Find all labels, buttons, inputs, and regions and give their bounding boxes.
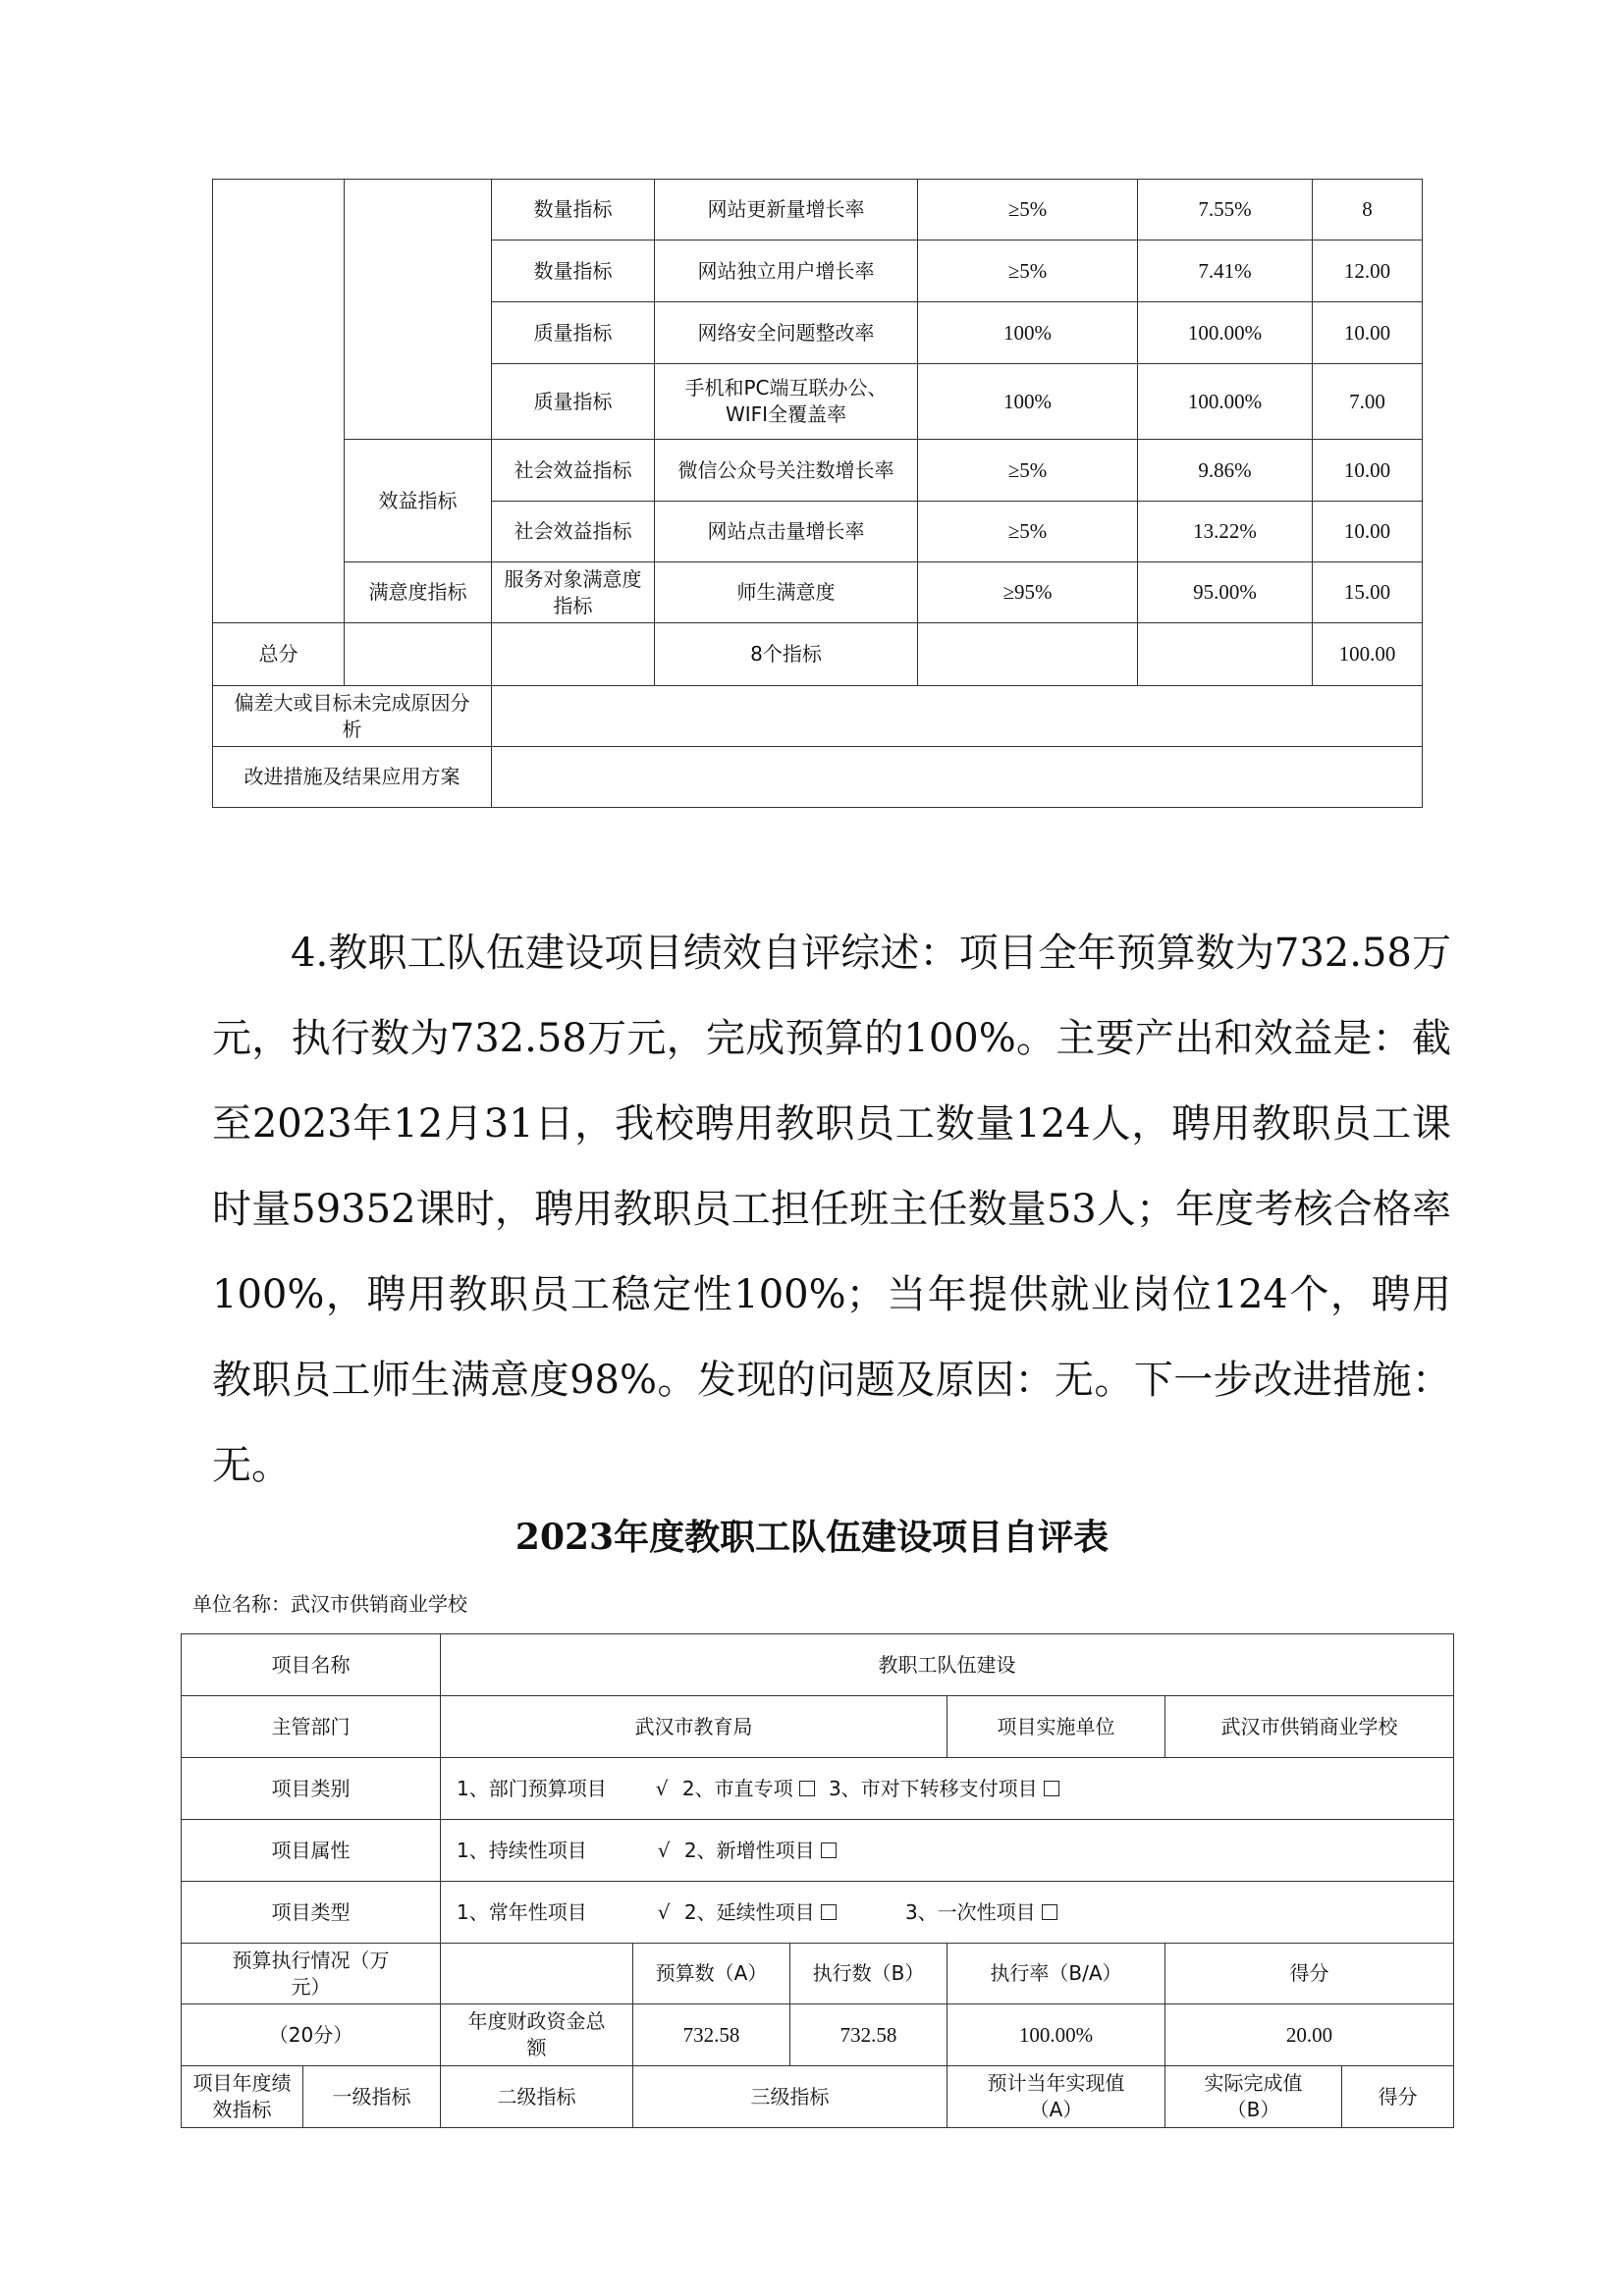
level1-header: 一级指标 [303,2066,441,2128]
actual-value-header: 实际完成值（B） [1165,2066,1342,2128]
dept-value: 武汉市教育局 [441,1696,947,1758]
score-value: 10.00 [1313,302,1423,364]
checkbox-icon [1044,1781,1059,1796]
total-count: 8个指标 [655,623,918,686]
type-label: 项目类型 [182,1882,441,1944]
rate-value: 100.00% [947,2004,1165,2066]
category-label: 项目类别 [182,1758,441,1820]
score-value: 10.00 [1313,440,1423,502]
check-mark-icon: √ [657,1899,671,1924]
fund-total-label: 年度财政资金总额 [441,2004,633,2066]
improvement-label: 改进措施及结果应用方案 [213,747,492,808]
indicator-type: 质量指标 [492,302,655,364]
score-value: 8 [1313,180,1423,240]
benefit-indicator-label: 效益指标 [345,440,492,562]
blank-cell [213,180,345,623]
blank-cell [918,623,1138,686]
target-value: 100% [918,364,1138,440]
attribute-options [441,1820,1454,1882]
impl-unit-value: 武汉市供销商业学校 [1165,1696,1454,1758]
score-header: 得分 [1342,2066,1454,2128]
satisfaction-indicator-label: 满意度指标 [345,562,492,623]
check-mark-icon: √ [655,1776,669,1800]
indicator-item: 网站独立用户增长率 [655,240,918,302]
expected-value-header: 预计当年实现值（A） [947,2066,1165,2128]
actual-value: 95.00% [1138,562,1313,623]
blank-cell [441,1944,633,2004]
target-value: ≥5% [918,440,1138,502]
indicator-item: 微信公众号关注数增长率 [655,440,918,502]
actual-value: 100.00% [1138,364,1313,440]
indicator-item: 网站更新量增长率 [655,180,918,240]
self-evaluation-form [181,1633,1454,2128]
unit-name: 单位名称：武汉市供销商业学校 [192,1592,467,1616]
attribute-option-1: 1、持续性项目 [457,1838,587,1862]
attribute-option-2: 2、新增性项目 [683,1838,815,1862]
deviation-label: 偏差大或目标未完成原因分析 [213,686,492,747]
actual-value: 7.55% [1138,180,1313,240]
improvement-value [492,747,1423,808]
budget-points: （20分） [182,2004,441,2066]
budget-col-header: 预算数（A） [633,1944,790,2004]
checkbox-icon [1042,1904,1057,1920]
budget-exec-label: 预算执行情况（万元） [182,1944,441,2004]
actual-value: 7.41% [1138,240,1313,302]
checkbox-icon [821,1904,837,1920]
indicator-item: 手机和PC端互联办公、WIFI全覆盖率 [655,364,918,440]
indicator-item: 网络安全问题整改率 [655,302,918,364]
perf-indicator-label: 项目年度绩效指标 [182,2066,303,2128]
actual-value: 9.86% [1138,440,1313,502]
form-title: 2023年度教职工队伍建设项目自评表 [514,1517,1110,1558]
score-value: 20.00 [1165,2004,1454,2066]
indicator-type: 质量指标 [492,364,655,440]
level3-header: 三级指标 [633,2066,947,2128]
score-value: 12.00 [1313,240,1423,302]
project-summary-paragraph: 4.教职工队伍建设项目绩效自评综述：项目全年预算数为732.58万元，执行数为732.58万元，完成预算的100%。主要产出和效益是：截至2023年12月31日，我校聘用教职员工数量124人，聘用教职员工课时量59352课时，聘用教职员工担任班主任数量53人；年度考核合格率100%，聘用教职员工稳定性100%；当年提供就业岗位124个，聘用教职员工师生满意度98%。发现的问题及原因：无。下一步改进措施：无。 [212,931,1451,1488]
exec-col-header: 执行数（B） [790,1944,947,2004]
indicator-item: 网站点击量增长率 [655,502,918,562]
impl-unit-label: 项目实施单位 [947,1696,1165,1758]
target-value: ≥5% [918,502,1138,562]
blank-cell [492,623,655,686]
indicator-table-continued [212,179,1423,808]
blank-cell [345,180,492,440]
indicator-type: 数量指标 [492,240,655,302]
total-label: 总分 [213,623,345,686]
indicator-type: 服务对象满意度指标 [492,562,655,623]
total-score: 100.00 [1313,623,1423,686]
category-option-2: 2、市直专项 [681,1776,793,1800]
score-value: 15.00 [1313,562,1423,623]
target-value: ≥5% [918,240,1138,302]
category-option-1: 1、部门预算项目 [457,1776,607,1800]
score-col-header: 得分 [1165,1944,1454,2004]
score-value: 10.00 [1313,502,1423,562]
type-option-2: 2、延续性项目 [683,1899,815,1924]
level2-header: 二级指标 [441,2066,633,2128]
category-option-3: 3、市对下转移支付项目 [828,1776,1038,1800]
budget-value: 732.58 [633,2004,790,2066]
attribute-label: 项目属性 [182,1820,441,1882]
score-value: 7.00 [1313,364,1423,440]
exec-value: 732.58 [790,2004,947,2066]
indicator-item: 师生满意度 [655,562,918,623]
rate-col-header: 执行率（B/A） [947,1944,1165,2004]
indicator-type: 社会效益指标 [492,440,655,502]
target-value: ≥5% [918,180,1138,240]
target-value: ≥95% [918,562,1138,623]
category-options [441,1758,1454,1820]
type-options [441,1882,1454,1944]
indicator-type: 数量指标 [492,180,655,240]
checkbox-icon [821,1842,837,1858]
blank-cell [1138,623,1313,686]
project-name-label: 项目名称 [182,1634,441,1696]
check-mark-icon: √ [657,1838,671,1862]
blank-cell [345,623,492,686]
checkbox-icon [799,1781,815,1796]
target-value: 100% [918,302,1138,364]
project-name-value: 教职工队伍建设 [441,1634,1454,1696]
deviation-value [492,686,1423,747]
actual-value: 13.22% [1138,502,1313,562]
type-option-1: 1、常年性项目 [457,1899,587,1924]
actual-value: 100.00% [1138,302,1313,364]
dept-label: 主管部门 [182,1696,441,1758]
indicator-type: 社会效益指标 [492,502,655,562]
type-option-3: 3、一次性项目 [904,1899,1036,1924]
